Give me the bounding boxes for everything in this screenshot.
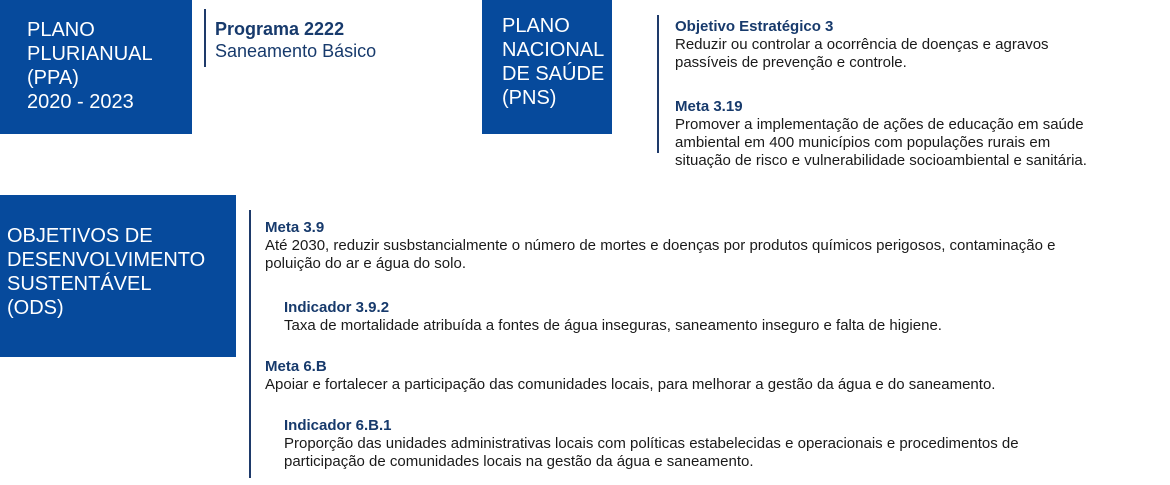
ppa-title-line: (PPA) — [27, 67, 79, 89]
objective-title: Objetivo Estratégico 3 — [675, 18, 834, 35]
ods-title-line: SUSTENTÁVEL — [7, 273, 152, 295]
indicator-6b1-title: Indicador 6.B.1 — [284, 417, 392, 434]
pns-title-line: DE SAÚDE — [502, 63, 605, 85]
meta-319-text: situação de risco e vulnerabilidade socioambiental e sanitária. — [675, 152, 1087, 169]
ppa-program — [215, 18, 376, 62]
indicator-392-title: Indicador 3.9.2 — [284, 299, 390, 316]
ods-indicator-392 — [284, 299, 942, 335]
meta-39-text: poluição do ar e água do solo. — [265, 255, 466, 272]
pns-divider — [657, 15, 659, 153]
pns-meta — [675, 98, 1087, 170]
ods-title-line: (ODS) — [7, 297, 64, 319]
ppa-title-box — [0, 0, 192, 134]
meta-6b-title: Meta 6.B — [265, 358, 327, 375]
pns-title-line: (PNS) — [502, 87, 557, 109]
meta-319-text: ambiental em 400 municípios com populações rurais em — [675, 134, 1051, 151]
ppa-title-line: 2020 - 2023 — [27, 91, 134, 113]
ppa-title-line: PLURIANUAL — [27, 43, 153, 65]
ods-divider — [249, 210, 251, 478]
indicator-6b1-text: Proporção das unidades administrativas locais com políticas estabelecidas e operacionais e procedimentos de — [284, 435, 1019, 452]
ppa-divider — [204, 9, 206, 67]
pns-title-line: PLANO — [502, 15, 570, 37]
ods-meta-39 — [265, 219, 1055, 273]
pns-title-box — [482, 0, 612, 134]
ods-title-line: DESENVOLVIMENTO — [7, 249, 206, 271]
ods-title-box — [0, 195, 236, 357]
pns-title-line: NACIONAL — [502, 39, 605, 61]
pns-objective — [675, 18, 1049, 72]
objective-text: Reduzir ou controlar a ocorrência de doenças e agravos — [675, 36, 1049, 53]
ods-meta-6b — [265, 358, 995, 394]
meta-6b-text: Apoiar e fortalecer a participação das comunidades locais, para melhorar a gestão da água e do saneamento. — [265, 376, 996, 393]
objective-text: passíveis de prevenção e controle. — [675, 54, 907, 71]
ods-indicator-6b1 — [284, 417, 1019, 471]
meta-39-title: Meta 3.9 — [265, 219, 325, 236]
indicator-6b1-text: participação de comunidades locais na gestão da água e saneamento. — [284, 453, 754, 470]
meta-39-text: Até 2030, reduzir susbstancialmente o número de mortes e doenças por produtos químicos perigosos, contaminação e — [265, 237, 1056, 254]
program-title: Programa 2222 — [215, 19, 345, 39]
indicator-392-text: Taxa de mortalidade atribuída a fontes de água inseguras, saneamento inseguro e falta de higiene. — [284, 317, 942, 334]
program-subtitle: Saneamento Básico — [215, 41, 377, 61]
meta-319-title: Meta 3.19 — [675, 98, 743, 115]
ods-title-line: OBJETIVOS DE — [7, 225, 153, 247]
ppa-title-line: PLANO — [27, 19, 95, 41]
meta-319-text: Promover a implementação de ações de educação em saúde — [675, 116, 1084, 133]
